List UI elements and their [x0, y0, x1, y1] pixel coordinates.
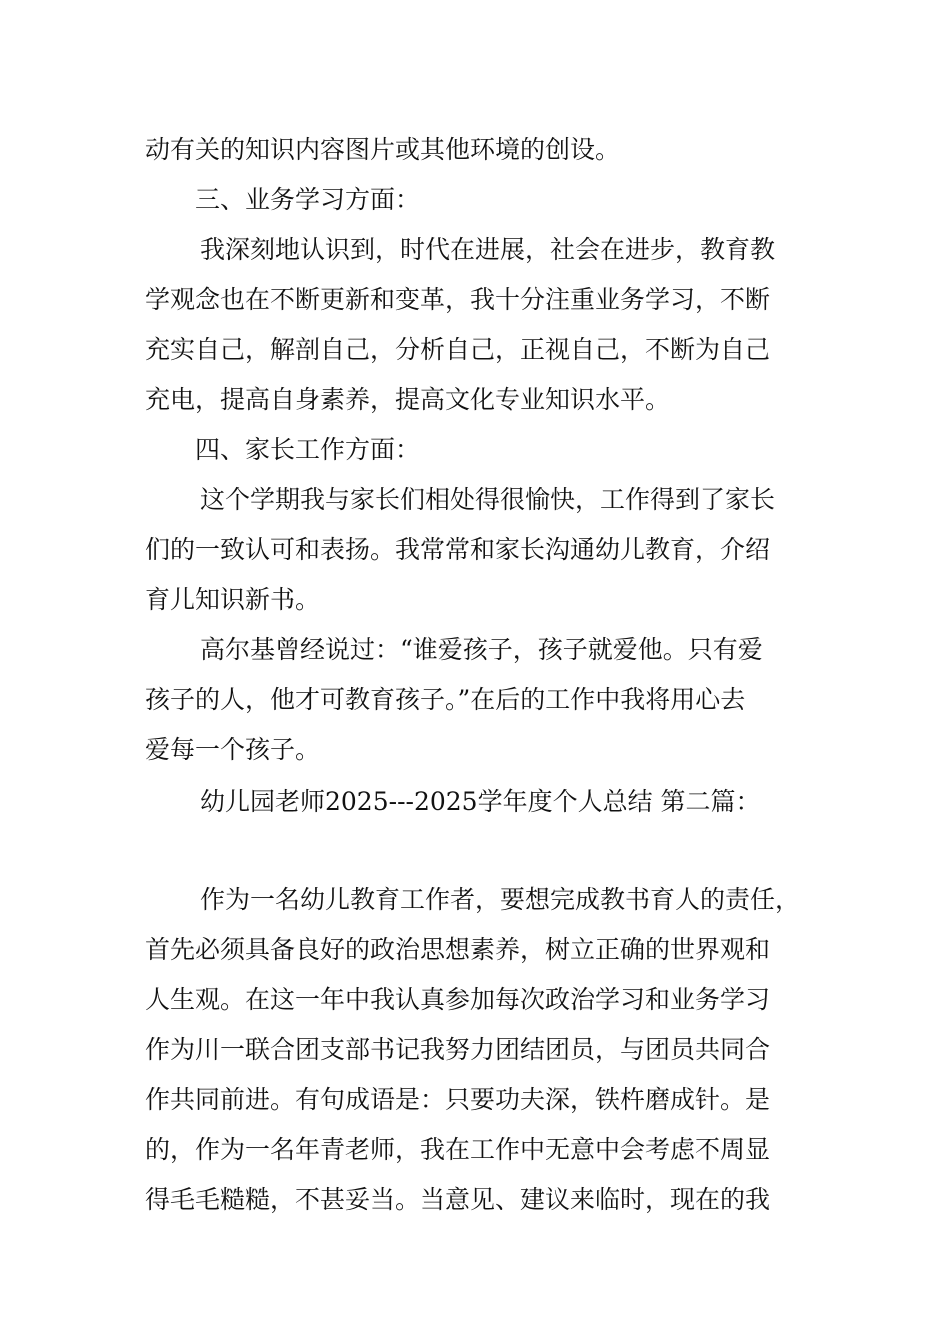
paragraph-line: 动有关的知识内容图片或其他环境的创设。	[145, 135, 621, 164]
paragraph-line: 作为一名幼儿教育工作者，要想完成教书育人的责任，	[200, 885, 801, 914]
paragraph-line: 爱每一个孩子。	[145, 735, 321, 764]
section-heading: 三、业务学习方面：	[195, 185, 421, 214]
paragraph-line: 孩子的人，他才可教育孩子。”在后的工作中我将用心去	[145, 685, 746, 714]
paragraph-line: 这个学期我与家长们相处得很愉快，工作得到了家长	[200, 485, 776, 514]
paragraph-line: 的，作为一名年青老师，我在工作中无意中会考虑不周显	[145, 1135, 771, 1164]
paragraph-line: 学观念也在不断更新和变革，我十分注重业务学习，不断	[145, 285, 771, 314]
paragraph-line: 育儿知识新书。	[145, 585, 321, 614]
paragraph-line: 作共同前进。有句成语是：只要功夫深，铁杵磨成针。是	[145, 1085, 771, 1114]
section-heading: 四、家长工作方面：	[195, 435, 421, 464]
paragraph-line: 得毛毛糙糙，不甚妥当。当意见、建议来临时，现在的我	[145, 1185, 771, 1214]
paragraph-line: 充实自己，解剖自己，分析自己，正视自己，不断为自己	[145, 335, 771, 364]
paragraph-line: 们的一致认可和表扬。我常常和家长沟通幼儿教育，介绍	[145, 535, 771, 564]
paragraph-line: 充电，提高自身素养，提高文化专业知识水平。	[145, 385, 671, 414]
paragraph-line: 高尔基曾经说过：“谁爱孩子，孩子就爱他。只有爱	[200, 635, 763, 664]
paragraph-line: 首先必须具备良好的政治思想素养，树立正确的世界观和	[145, 935, 771, 964]
paragraph-line: 作为川一联合团支部书记我努力团结团员，与团员共同合	[145, 1035, 771, 1064]
paragraph-line: 我深刻地认识到，时代在进展，社会在进步，教育教	[200, 235, 776, 264]
paragraph-line: 人生观。在这一年中我认真参加每次政治学习和业务学习	[145, 985, 771, 1014]
section-title: 幼儿园老师2025---2025学年度个人总结 第二篇：	[200, 787, 761, 816]
